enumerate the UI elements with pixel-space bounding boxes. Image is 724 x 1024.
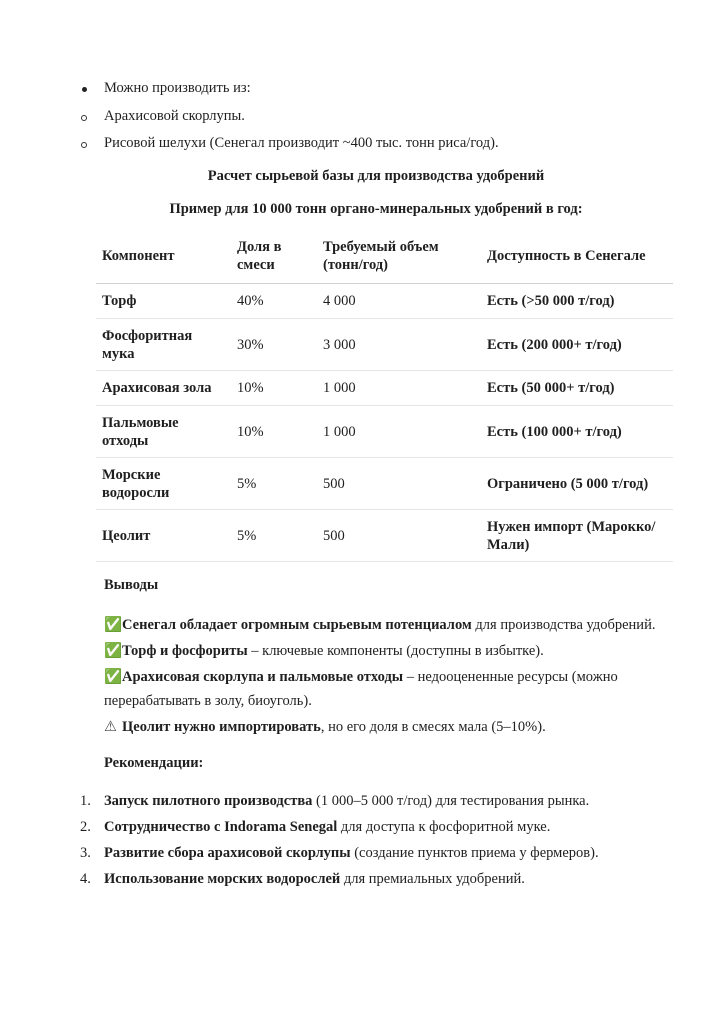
sub-bullet-text: Рисовой шелухи (Сенегал производит ~400 тыс. тонн риса/год). [104, 135, 499, 151]
bullet-text: Можно производить из: [104, 80, 251, 96]
table-row [96, 284, 673, 319]
column-header: Доля в смеси [231, 228, 317, 284]
conclusion-item-continued: перерабатывать в золу, биоуголь). [104, 693, 312, 709]
table-cell: Цеолит [96, 510, 231, 562]
table-row [96, 371, 673, 406]
table-row [96, 458, 673, 510]
table-cell: 1 000 [317, 371, 481, 406]
table-cell: Пальмовые отходы [96, 406, 231, 458]
table-cell: Есть (200 000+ т/год) [481, 319, 673, 371]
table-cell: Есть (50 000+ т/год) [481, 371, 673, 406]
table-row [96, 319, 673, 371]
conclusion-item: ✅Сенегал обладает огромным сырьевым потенциалом для производства удобрений. [104, 617, 656, 633]
recommendations-title: Рекомендации: [104, 755, 204, 771]
table-row [96, 406, 673, 458]
table-cell: 3 000 [317, 319, 481, 371]
check-icon: ✅ [104, 643, 123, 659]
conclusion-item: ✅Торф и фосфориты – ключевые компоненты (доступны в избытке). [104, 643, 544, 659]
table-cell: Фосфоритная мука [96, 319, 231, 371]
table-cell: Есть (>50 000 т/год) [481, 284, 673, 319]
table-header-row [96, 228, 673, 284]
sub-bullet-icon [81, 115, 87, 121]
table-cell: 40% [231, 284, 317, 319]
sub-bullet-text: Арахисовой скорлупы. [104, 108, 245, 124]
conclusion-item: ⚠ Цеолит нужно импортировать, но его доля в смесях мала (5–10%). [104, 719, 546, 735]
table-cell: Нужен импорт (Марокко/Мали) [481, 510, 673, 562]
conclusions-title: Выводы [104, 577, 159, 593]
table-cell: 1 000 [317, 406, 481, 458]
column-header: Требуемый объем (тонн/год) [317, 228, 481, 284]
bullet-icon [82, 87, 87, 92]
list-number: 4. [80, 871, 91, 887]
table-cell: 500 [317, 510, 481, 562]
table-cell: Ограничено (5 000 т/год) [481, 458, 673, 510]
column-header: Компонент [96, 228, 231, 284]
section-heading: Расчет сырьевой базы для производства удобрений [207, 168, 545, 184]
section-subheading: Пример для 10 000 тонн органо-минеральных удобрений в год: [169, 201, 583, 217]
table-cell: 500 [317, 458, 481, 510]
table-cell: 10% [231, 406, 317, 458]
table-cell: Торф [96, 284, 231, 319]
table-cell: Есть (100 000+ т/год) [481, 406, 673, 458]
conclusion-item: ✅Арахисовая скорлупа и пальмовые отходы – недооцененные ресурсы (можно [104, 669, 618, 685]
check-icon: ✅ [104, 669, 123, 685]
table-cell: 30% [231, 319, 317, 371]
list-number: 1. [80, 793, 91, 809]
table-row [96, 510, 673, 562]
sub-bullet-icon [81, 142, 87, 148]
table-cell: Морские водоросли [96, 458, 231, 510]
column-header: Доступность в Сенегале [481, 228, 673, 284]
table-cell: Арахисовая зола [96, 371, 231, 406]
list-number: 2. [80, 819, 91, 835]
raw-material-table [96, 228, 673, 562]
table-cell: 5% [231, 458, 317, 510]
warning-icon: ⚠ [104, 719, 117, 735]
check-icon: ✅ [104, 617, 123, 633]
table-cell: 10% [231, 371, 317, 406]
table-cell: 5% [231, 510, 317, 562]
table-cell: 4 000 [317, 284, 481, 319]
list-number: 3. [80, 845, 91, 861]
